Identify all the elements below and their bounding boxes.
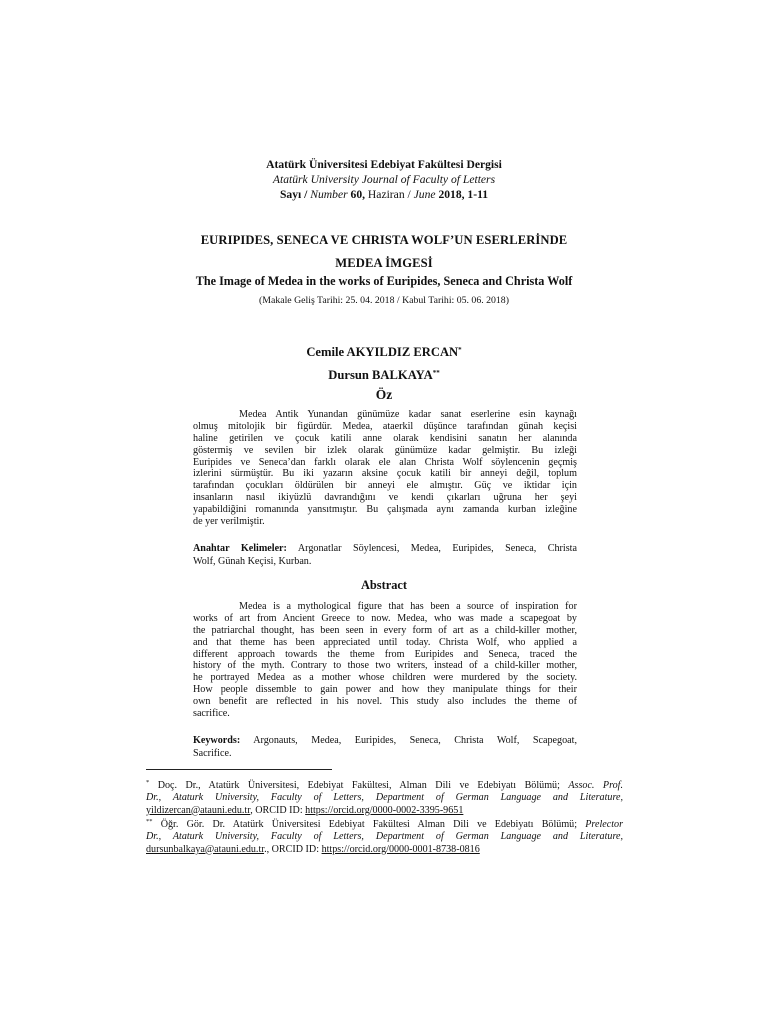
issue-label-en: Number bbox=[310, 188, 348, 201]
footnote-1-orcid-label: , ORCID ID: bbox=[250, 804, 303, 816]
footnote-1-affiliation-en: Dr., Ataturk University, Faculty of Letters, Department of German Language and Literature, bbox=[146, 792, 623, 804]
keywords-tr-line1 bbox=[193, 543, 577, 556]
footnote-2-orcid-link[interactable]: https://orcid.org/0000-0001-8738-0816 bbox=[321, 843, 480, 855]
oz-line: Euripides ve Seneca’dan farklı olarak ele alan Christa Wolf söylencenin geçmiş bbox=[193, 456, 577, 468]
keywords-en-line1 bbox=[193, 735, 577, 748]
footnote-2-line1 bbox=[146, 816, 623, 831]
author-1 bbox=[0, 342, 768, 360]
article-title-tr-line1: EURIPIDES, SENECA VE CHRISTA WOLF’UN ESERLERİNDE bbox=[200, 233, 568, 247]
oz-heading: Öz bbox=[375, 387, 393, 402]
footnote-2-affiliation-tr: Öğr. Gör. Dr. Atatürk Üniversitesi Edebiyat Fakültesi Alman Dili ve Edebiyatı Bölümü; bbox=[160, 819, 578, 830]
oz-line: yapabildiğini romanında yansıtmıştır. Bu çalışmada aynı zamanda kurban izleğine bbox=[193, 504, 577, 516]
footnote-2-line3 bbox=[146, 844, 623, 856]
journal-name-tr: Atatürk Üniversitesi Edebiyat Fakültesi Dergisi bbox=[266, 158, 502, 171]
year-pages: 2018, 1-11 bbox=[438, 188, 489, 201]
issue-label-tr: Sayı / bbox=[279, 188, 308, 201]
keywords-en-line2: Sacrifice. bbox=[193, 747, 232, 759]
oz-line: izlerini sürmüştür. Bu iki yazarın aksine çocuk katili bir anneyi değil, toplum bbox=[193, 468, 577, 480]
abstract-line: Medea is a mythological figure that has been a source of inspiration for bbox=[239, 601, 577, 612]
footnote-1-email-link[interactable]: yildizercan@atauni.edu.tr bbox=[146, 804, 251, 816]
oz-line: göstermiş ve sevilen bir izlek olarak günümüze kadar gelmiştir. Bu izleği bbox=[193, 444, 577, 456]
abstract-line: different approach towards the theme from Euripides and Seneca, traced the bbox=[193, 648, 577, 660]
issue-number: 60, bbox=[350, 188, 366, 201]
footnote-2-email-link[interactable]: dursunbalkaya@atauni.edu.tr bbox=[146, 843, 265, 855]
oz-line: haline getirilen ve çocuk katili anne olarak kendisini sanatın her alanında bbox=[193, 432, 577, 444]
article-title-en: The Image of Medea in the works of Euripides, Seneca and Christa Wolf bbox=[195, 274, 573, 288]
abstract-line: sacrifice. bbox=[193, 708, 230, 720]
footnote-2 bbox=[146, 816, 623, 856]
journal-issue bbox=[0, 187, 768, 202]
journal-header bbox=[0, 157, 768, 202]
footnote-2-mark: ** bbox=[146, 818, 153, 825]
author-1-name: Cemile AKYILDIZ ERCAN bbox=[306, 345, 459, 359]
month-tr: Haziran / bbox=[367, 188, 411, 201]
abstract-line: the patriarchal thought, has been seen in every form of art as a child-killer mother, bbox=[193, 624, 577, 636]
keywords-tr-line2: Wolf, Günah Keçisi, Kurban. bbox=[193, 555, 312, 567]
footnote-2-orcid-label: ., ORCID ID: bbox=[264, 843, 320, 855]
keywords-en-text: Argonauts, Medea, Euripides, Seneca, Christa Wolf, Scapegoat, bbox=[253, 735, 577, 746]
footnote-1-line1 bbox=[146, 777, 623, 792]
abstract-line: How people dissemble to gain power and how they manipulate things for their bbox=[193, 684, 577, 696]
keywords-tr-label: Anahtar Kelimeler: bbox=[193, 543, 287, 554]
footnote-1-title-en: Assoc. Prof. bbox=[568, 780, 623, 791]
oz-line: tarafından çocukları öldürülen bir anneyi ele almıştır. Güç ve iktidar için bbox=[193, 480, 577, 492]
article-title-tr bbox=[0, 229, 768, 275]
keywords-tr-text: Argonatlar Söylencesi, Medea, Euripides, Seneca, Christa bbox=[297, 543, 577, 554]
keywords-en bbox=[193, 735, 577, 760]
abstract-line: he portrayed Medea as a mother whose children were murdered by the society. bbox=[193, 672, 577, 684]
oz-paragraph bbox=[193, 409, 577, 528]
author-2-name: Dursun BALKAYA bbox=[328, 368, 433, 382]
author-1-footnote-mark[interactable]: * bbox=[458, 346, 462, 354]
footnote-1-affiliation-tr: Doç. Dr., Atatürk Üniversitesi, Edebiyat Fakültesi, Alman Dili ve Edebiyatı Bölümü; bbox=[157, 780, 560, 791]
abstract-line: and that theme has been appreciated until today. Christa Wolf, who applied a bbox=[193, 636, 577, 648]
footnote-divider bbox=[146, 769, 332, 770]
abstract-heading: Abstract bbox=[360, 578, 408, 592]
footnote-1-mark: * bbox=[146, 779, 150, 786]
abstract-paragraph bbox=[193, 601, 577, 720]
footnote-2-title-en: Prelector bbox=[585, 819, 623, 830]
footnote-1-orcid-link[interactable]: https://orcid.org/0000-0002-3395-9651 bbox=[305, 804, 464, 816]
footnote-1-line2 bbox=[146, 792, 623, 804]
keywords-en-label: Keywords: bbox=[193, 735, 241, 746]
footnote-1 bbox=[146, 777, 623, 817]
author-2 bbox=[0, 365, 768, 383]
keywords-tr bbox=[193, 543, 577, 568]
footnote-2-line2 bbox=[146, 831, 623, 843]
abstract-line: history of the myth. Contrary to those two writers, instead of a child-killer mother, bbox=[193, 660, 577, 672]
article-title-tr-line2: MEDEA İMGESİ bbox=[335, 256, 433, 270]
month-en: June bbox=[413, 188, 436, 201]
oz-line: insanların nasıl ikiyüzlü davrandığını ve kendi çıkarları uğruna her şeyi bbox=[193, 492, 577, 504]
oz-line: olmuş mitolojik bir figürdür. Medea, ataerkil düşünce tarafından günah keçisi bbox=[193, 420, 577, 432]
abstract-line: works of art from Ancient Greece to now. Medea, who was made a scapegoat by bbox=[193, 612, 577, 624]
oz-line: Medea Antik Yunandan günümüze kadar sanat eserlerine esin kaynağı bbox=[239, 409, 577, 420]
footnote-2-affiliation-en: Dr., Ataturk University, Faculty of Letters, Department of German Language and Literature, bbox=[146, 831, 623, 843]
author-2-footnote-mark[interactable]: ** bbox=[432, 369, 440, 377]
oz-line: de yer verilmiştir. bbox=[193, 516, 265, 528]
journal-name-en: Atatürk University Journal of Faculty of Letters bbox=[272, 173, 496, 186]
abstract-line: own benefit are reflected in his novel. This study also includes the theme of bbox=[193, 696, 577, 708]
submission-dates: (Makale Geliş Tarihi: 25. 04. 2018 / Kabul Tarihi: 05. 06. 2018) bbox=[259, 295, 509, 306]
